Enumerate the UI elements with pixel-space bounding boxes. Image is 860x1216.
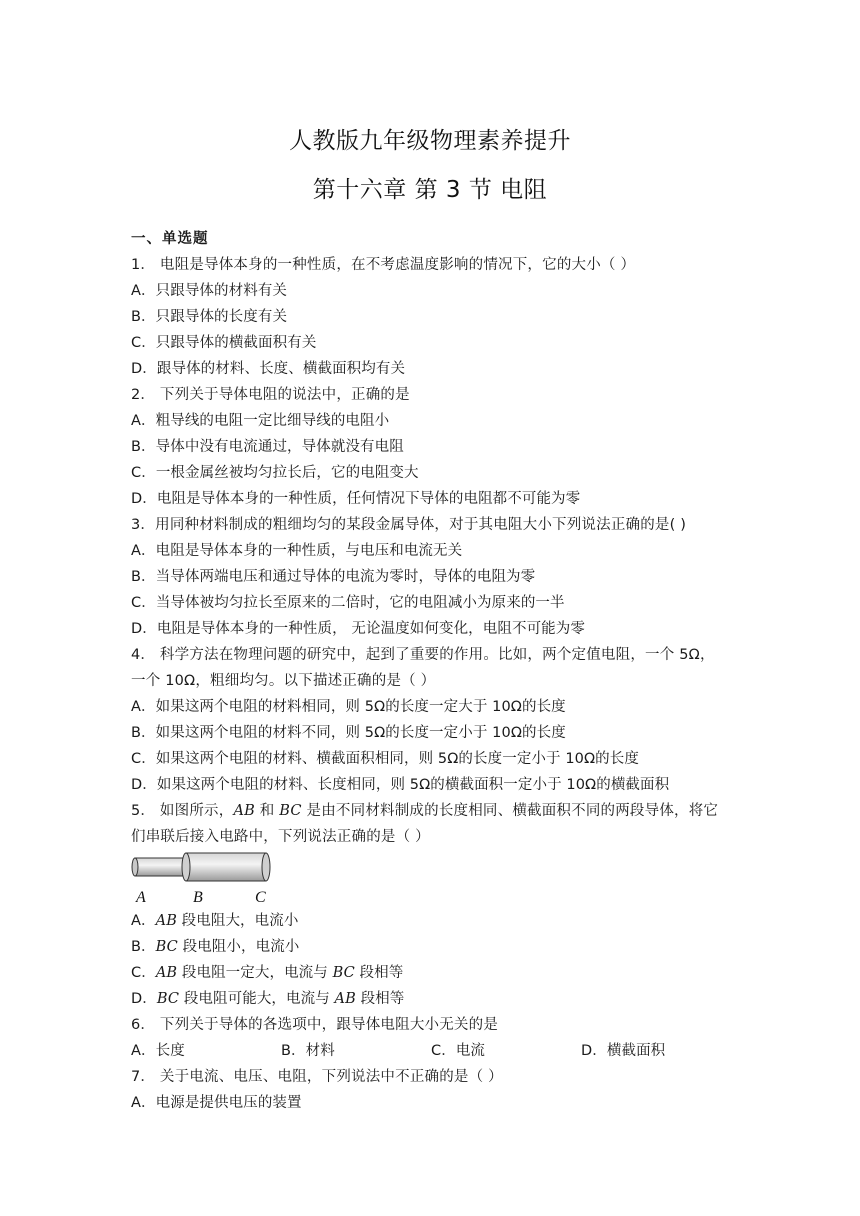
question-5-option-d (131, 986, 731, 1012)
segment-label: AB (334, 991, 356, 1007)
option-text: 段电阻大，电流小 (176, 913, 299, 929)
option-text: 段相等 (355, 991, 405, 1007)
option-text: 段电阻可能大，电流与 (179, 991, 335, 1007)
segment-label: AB (155, 965, 178, 981)
question-2-option-a: A．粗导线的电阻一定比细导线的电阻小 (131, 413, 390, 429)
document-title: 人教版九年级物理素养提升 (289, 128, 571, 154)
question-4-option-a: A．如果这两个电阻的材料相同，则 5Ω的长度一定大于 10Ω的长度 (131, 699, 566, 715)
figure-label-b: B (193, 889, 203, 906)
question-5-option-a (131, 908, 731, 934)
question-2-stem: 2． 下列关于导体电阻的说法中，正确的是 (131, 387, 410, 403)
question-5-stem-line-2: 们串联后接入电路中，下列说法正确的是（ ） (131, 829, 430, 845)
segment-label: BC (156, 991, 180, 1007)
figure-label-c: C (255, 889, 266, 906)
question-7-stem: 7． 关于电流、电压、电阻，下列说法中不正确的是（ ） (131, 1069, 503, 1085)
question-4-option-d: D．如果这两个电阻的材料、长度相同，则 5Ω的横截面积一定小于 10Ω的横截面积 (131, 777, 670, 793)
segment-label: AB (155, 913, 177, 929)
question-3-option-d: D．电阻是导体本身的一种性质， 无论温度如何变化，电阻不可能为零 (131, 621, 585, 637)
question-2-option-c: C．一根金属丝被均匀拉长后，它的电阻变大 (131, 465, 419, 481)
question-3-option-c: C．当导体被均匀拉长至原来的二倍时，它的电阻减小为原来的一半 (131, 595, 565, 611)
question-6-stem: 6． 下列关于导体的各选项中，跟导体电阻大小无关的是 (131, 1017, 499, 1033)
question-1-option-b: B．只跟导体的长度有关 (131, 309, 288, 325)
question-5-option-c (131, 960, 731, 986)
conductor-figure (131, 850, 731, 908)
question-2-option-d: D．电阻是导体本身的一种性质，任何情况下导体的电阻都不可能为零 (131, 491, 581, 507)
question-1-option-a: A．只跟导体的材料有关 (131, 283, 288, 299)
segment-label: BC (332, 965, 355, 981)
option-text: 段相等 (354, 965, 404, 981)
question-1-stem: 1． 电阻是导体本身的一种性质，在不考虑温度影响的情况下，它的大小（ ） (131, 257, 636, 273)
option-text: 段电阻小，电流小 (177, 939, 300, 955)
option-prefix: D． (131, 991, 157, 1007)
question-4-option-b: B．如果这两个电阻的材料不同，则 5Ω的长度一定小于 10Ω的长度 (131, 725, 566, 741)
question-2-option-b: B．导体中没有电流通过，导体就没有电阻 (131, 439, 404, 455)
question-list (131, 226, 731, 1116)
document-subtitle: 第十六章 第 3 节 电阻 (312, 177, 548, 203)
question-5-conjunction: 和 (254, 803, 280, 819)
segment-label: BC (155, 939, 178, 955)
question-6-option-b: B．材料 (281, 1043, 335, 1059)
question-5-option-b (131, 934, 731, 960)
figure-label-a: A (136, 889, 146, 906)
option-prefix: A． (131, 913, 156, 929)
question-4-option-c: C．如果这两个电阻的材料、横截面积相同，则 5Ω的长度一定小于 10Ω的长度 (131, 751, 639, 767)
thick-conductor-bc (182, 853, 270, 881)
conductor-diagram (131, 852, 281, 908)
section-heading: 一、单选题 (131, 231, 209, 247)
question-3-option-a: A．电阻是导体本身的一种性质，与电压和电流无关 (131, 543, 463, 559)
segment-label-bc: BC (279, 803, 302, 819)
question-1-option-d: D．跟导体的材料、长度、横截面积均有关 (131, 361, 406, 377)
question-3-option-b: B．当导体两端电压和通过导体的电流为零时，导体的电阻为零 (131, 569, 536, 585)
question-5-stem-line-1 (131, 798, 731, 824)
question-6-options (131, 1038, 731, 1064)
question-1-option-c: C．只跟导体的横截面积有关 (131, 335, 317, 351)
question-4-stem-line-1: 4． 科学方法在物理问题的研究中，起到了重要的作用。比如，两个定值电阻，一个 5Ω， (131, 647, 715, 663)
question-6-option-a: A．长度 (131, 1043, 185, 1059)
question-4-stem-line-2: 一个 10Ω，粗细均匀。以下描述正确的是（ ） (131, 673, 436, 689)
question-5-stem-rest: 是由不同材料制成的长度相同、横截面积不同的两段导体，将它 (301, 803, 719, 819)
option-prefix: C． (131, 965, 156, 981)
segment-label-ab: AB (233, 803, 255, 819)
option-prefix: B． (131, 939, 156, 955)
question-6-option-c: C．电流 (431, 1043, 486, 1059)
question-7-option-a: A．电源是提供电压的装置 (131, 1095, 302, 1111)
option-text: 段电阻一定大，电流与 (177, 965, 333, 981)
question-6-option-d: D．横截面积 (581, 1043, 666, 1059)
question-3-stem: 3．用同种材料制成的粗细均匀的某段金属导体，对于其电阻大小下列说法正确的是( ) (131, 517, 687, 533)
question-5-number: 5． 如图所示， (131, 803, 234, 819)
